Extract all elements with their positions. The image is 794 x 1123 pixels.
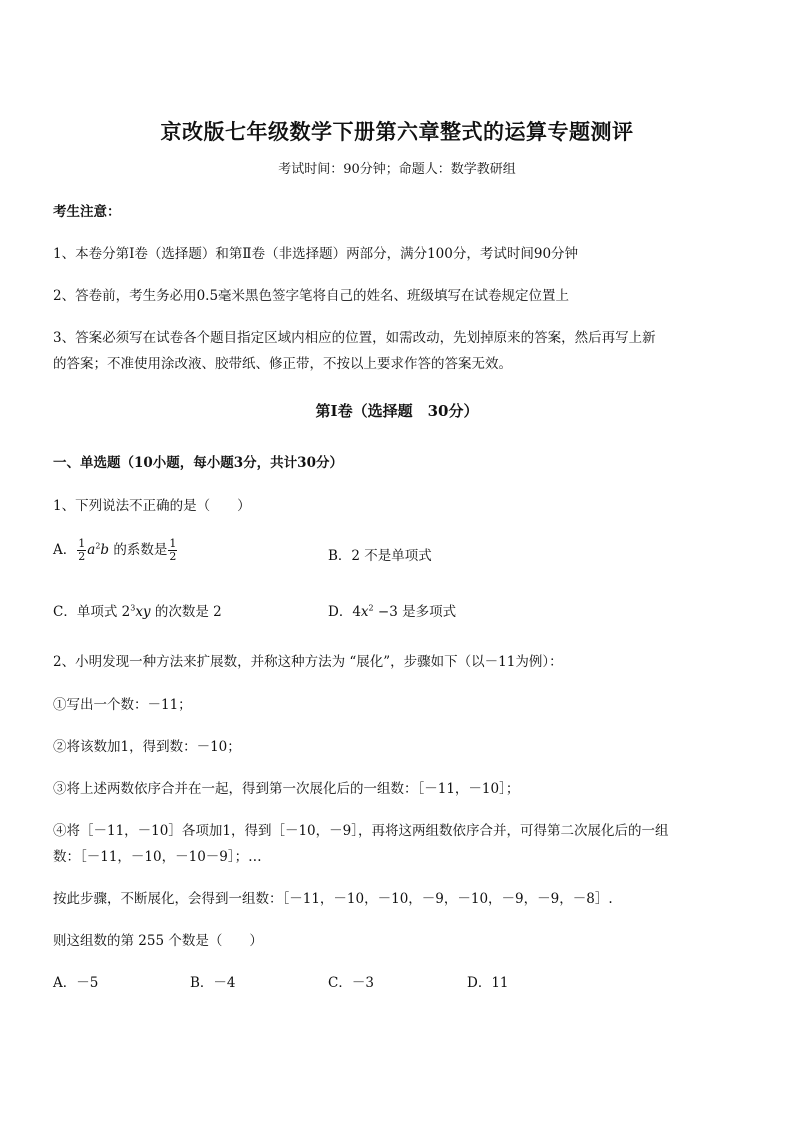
- q2-option-c: C．－3: [328, 975, 374, 991]
- fraction-numerator: 1: [169, 537, 177, 550]
- q2-step-3: ③将上述两数依序合并在一起，得到第一次展化后的一组数：［－11，－10］；: [53, 781, 520, 797]
- exponent: 2: [95, 541, 101, 551]
- q1-option-a: [53, 538, 178, 563]
- q2-stem: 2、小明发现一种方法来扩展数，并称这种方法为 “展化”，步骤如下（以－11为例）：: [53, 654, 563, 670]
- q1-option-c-prefix: C．单项式 2: [53, 604, 131, 620]
- exponent: 3: [130, 603, 136, 613]
- variable: a: [87, 542, 96, 558]
- q2-option-b: B．－4: [190, 975, 236, 991]
- fraction: [168, 538, 177, 563]
- q2-step-1: ①写出一个数：－11；: [53, 697, 192, 713]
- section-title: 第Ⅰ卷（选择题 30分）: [315, 402, 479, 420]
- q2-step-4-cont: 数：［－11，－10，－10－9］；…: [53, 849, 262, 865]
- notice-item-3: 3、答案必须写在试卷各个题目指定区域内相应的位置，如需改动，先划掉原来的答案，然后再写上新: [53, 330, 656, 346]
- q1-option-c-suffix: 的次数是 2: [150, 604, 222, 620]
- notice-item-1: 1、本卷分第Ⅰ卷（选择题）和第Ⅱ卷（非选择题）两部分，满分100分，考试时间90分钟: [53, 246, 579, 262]
- variable: b: [100, 542, 110, 558]
- fraction-denominator: 2: [78, 550, 86, 563]
- part-heading: 一、单选题（10小题，每小题3分，共计30分）: [53, 455, 343, 471]
- q2-option-d: D．11: [467, 975, 509, 991]
- fraction-numerator: 1: [78, 537, 86, 550]
- variable: x: [360, 604, 369, 620]
- q1-option-a-prefix: A．: [53, 542, 77, 558]
- q1-option-d: [328, 600, 456, 620]
- variable: xy: [135, 604, 151, 620]
- q2-continue: 按此步骤，不断展化，会得到一组数：［－11，－10，－10，－9，－10，－9，－9，－8］.: [53, 891, 613, 907]
- q2-step-2: ②将该数加1，得到数：－10；: [53, 739, 241, 755]
- q1-option-d-suffix: −3 是多项式: [373, 604, 457, 620]
- notice-item-2: 2、答卷前，考生务必用0.5毫米黑色签字笔将自己的姓名、班级填写在试卷规定位置上: [53, 288, 570, 304]
- page-title: 京改版七年级数学下册第六章整式的运算专题测评: [160, 119, 634, 144]
- q2-step-4: ④将［－11，－10］各项加1，得到［－10，－9］，再将这两组数依序合并，可得第二次展化后的一组: [53, 823, 669, 839]
- notice-heading: 考生注意：: [53, 204, 121, 220]
- q1-option-c: [53, 600, 222, 620]
- exam-info: 考试时间：90分钟；命题人：数学教研组: [278, 162, 516, 177]
- q2-question: 则这组数的第 255 个数是（ ）: [53, 933, 263, 949]
- q1-stem: 1、下列说法不正确的是（ ）: [53, 498, 251, 514]
- q1-option-a-text: 的系数是: [109, 542, 168, 558]
- fraction: [77, 538, 86, 563]
- q2-option-a: A．－5: [53, 975, 99, 991]
- fraction-denominator: 2: [169, 550, 177, 563]
- q1-option-d-prefix: D．4: [328, 604, 361, 620]
- exponent: 2: [368, 603, 374, 613]
- notice-item-3-cont: 的答案；不准使用涂改液、胶带纸、修正带，不按以上要求作答的答案无效。: [53, 356, 512, 372]
- q1-option-b: B．2 不是单项式: [328, 548, 432, 564]
